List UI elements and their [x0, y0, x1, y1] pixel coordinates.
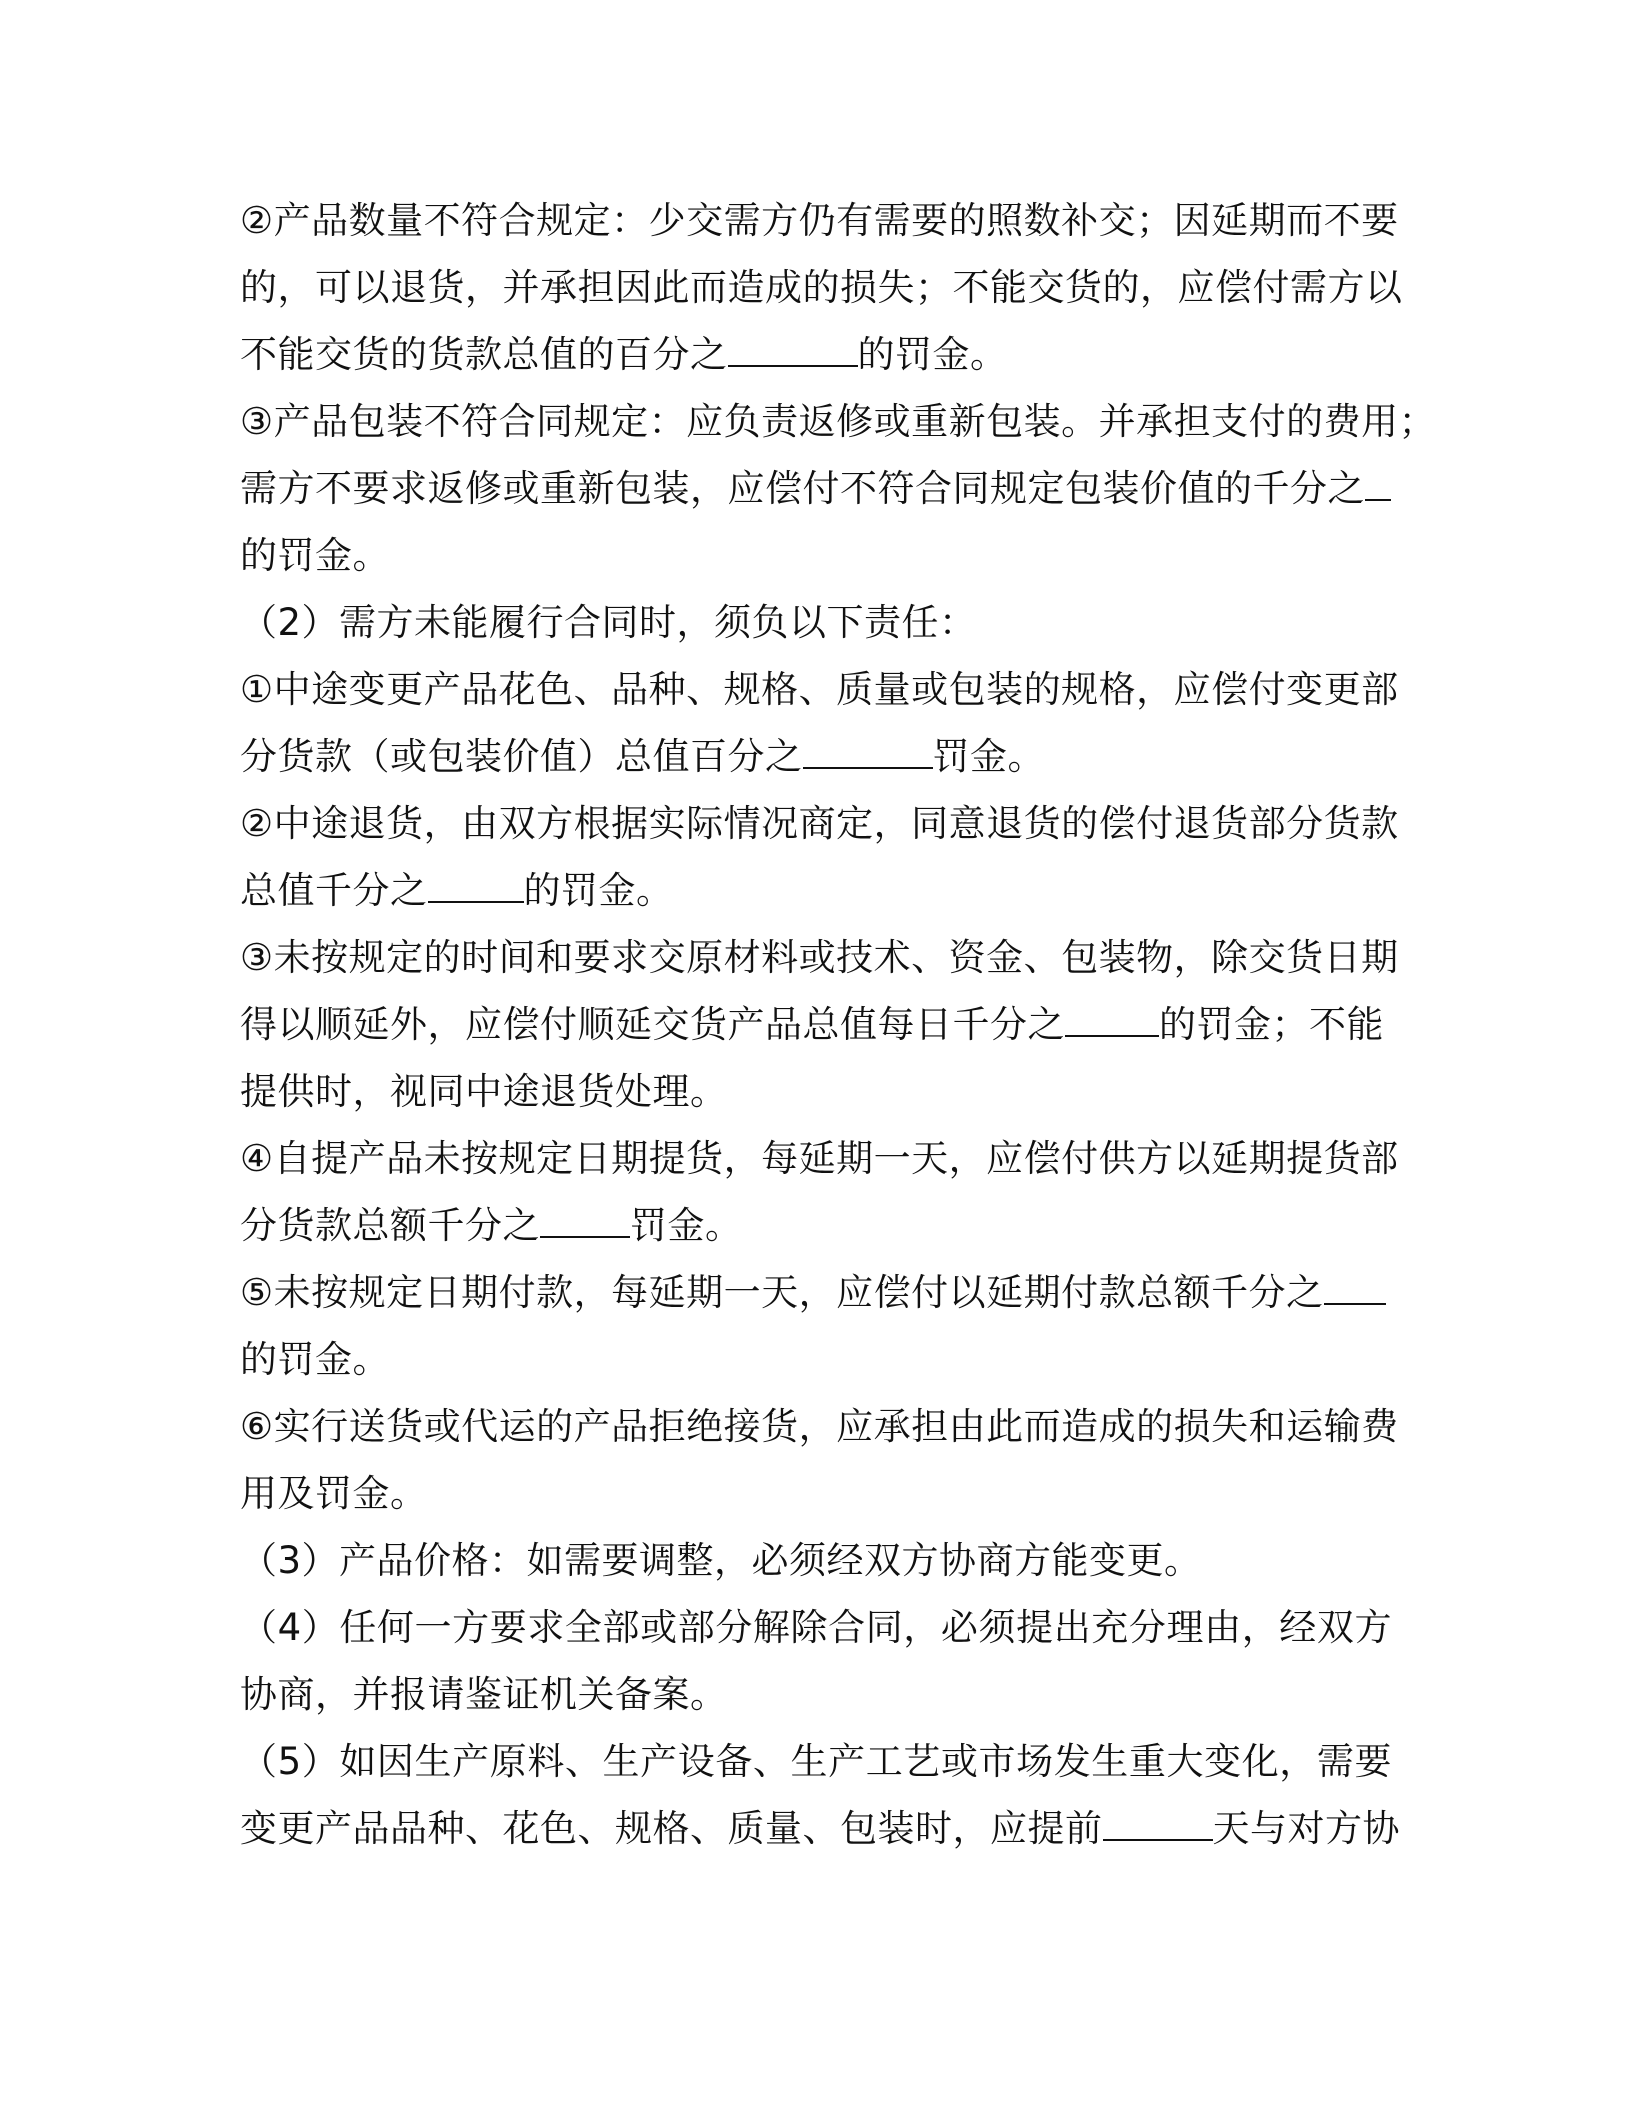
- text-line: ①中途变更产品花色、品种、规格、质量或包装的规格，应偿付变更部: [240, 668, 1399, 711]
- section-heading: （2）需方未能履行合同时，须负以下责任：: [240, 601, 977, 644]
- text-line: ⑥实行送货或代运的产品拒绝接货，应承担由此而造成的损失和运输费: [240, 1405, 1399, 1448]
- fill-in-blank: [1065, 995, 1159, 1037]
- text-line: 需方不要求返修或重新包装，应偿付不符合同规定包装价值的千分之: [240, 455, 1392, 522]
- fill-in-blank: [1365, 459, 1391, 501]
- text-line: 的，可以退货，并承担因此而造成的损失；不能交货的，应偿付需方以: [240, 266, 1403, 309]
- text-line: 协商，并报请鉴证机关备案。: [240, 1673, 728, 1716]
- fill-in-blank: [1103, 1799, 1213, 1841]
- fill-in-blank: [728, 325, 858, 367]
- fill-in-blank: [428, 861, 524, 903]
- section-heading: （3）产品价格：如需要调整，必须经双方协商方能变更。: [240, 1539, 1202, 1582]
- text-line: 得以顺延外，应偿付顺延交货产品总值每日千分之 的罚金；不能: [240, 991, 1392, 1058]
- fill-in-blank: [1324, 1263, 1386, 1305]
- text-line: 分货款（或包装价值）总值百分之 罚金。: [240, 723, 1392, 790]
- text-line: ②中途退货，由双方根据实际情况商定，同意退货的偿付退货部分货款: [240, 802, 1399, 845]
- text-line: ④自提产品未按规定日期提货，每延期一天，应偿付供方以延期提货部: [240, 1137, 1399, 1180]
- section-heading: （4）任何一方要求全部或部分解除合同，必须提出充分理由，经双方: [240, 1606, 1392, 1649]
- text-line: 的罚金。: [240, 1338, 390, 1381]
- text-line: ③未按规定的时间和要求交原材料或技术、资金、包装物，除交货日期: [240, 936, 1399, 979]
- text-line: ②产品数量不符合规定：少交需方仍有需要的照数补交；因延期而不要: [240, 199, 1399, 242]
- section-heading: （5）如因生产原料、生产设备、生产工艺或市场发生重大变化，需要: [240, 1740, 1392, 1783]
- text-line: 分货款总额千分之 罚金。: [240, 1192, 1392, 1259]
- text-line: 不能交货的货款总值的百分之 的罚金。: [240, 321, 1392, 388]
- text-line: 变更产品品种、花色、规格、质量、包装时，应提前 天与对方协: [240, 1795, 1392, 1862]
- text-line: ③产品包装不符合同规定：应负责返修或重新包装。并承担支付的费用；: [240, 400, 1437, 443]
- fill-in-blank: [803, 727, 933, 769]
- text-line: 提供时，视同中途退货处理。: [240, 1070, 728, 1113]
- text-line: 的罚金。: [240, 534, 390, 577]
- contract-body: [240, 187, 1437, 1862]
- text-line: ⑤未按规定日期付款，每延期一天，应偿付以延期付款总额千分之: [240, 1259, 1392, 1326]
- text-line: 总值千分之 的罚金。: [240, 857, 1392, 924]
- fill-in-blank: [540, 1196, 630, 1238]
- text-line: 用及罚金。: [240, 1472, 428, 1515]
